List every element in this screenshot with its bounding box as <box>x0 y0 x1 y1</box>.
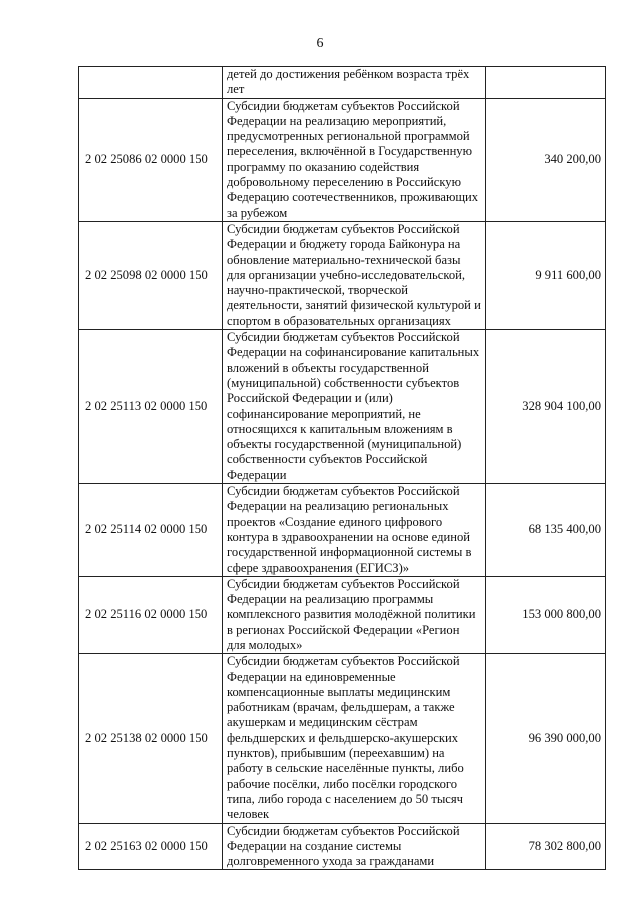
table-row <box>79 330 606 484</box>
table-row-description: Субсидии бюджетам субъектов Российской Федерации на реализацию региональных проектов «Создание единого цифрового контура в здравоохранении на основе единой государственной информационной системы в сфере здравоохранения (ЕГИСЗ)» <box>223 484 486 577</box>
table-row-code: 2 02 25163 02 0000 150 <box>79 823 223 870</box>
table-row-description: Субсидии бюджетам субъектов Российской Федерации на создание системы долговременного ухода за гражданами <box>223 823 486 870</box>
table-row <box>79 576 606 653</box>
table-row-amount: 78 302 800,00 <box>486 823 606 870</box>
table-row-description: Субсидии бюджетам субъектов Российской Федерации на реализацию мероприятий, предусмотренных региональной программой переселения, включённой в Государственную программу по оказанию содействия добровольному переселению в Российскую Федерацию соотечественников, проживающих за рубежом <box>223 98 486 221</box>
table-row-amount: 96 390 000,00 <box>486 654 606 823</box>
table-row <box>79 98 606 221</box>
table-row-description: Субсидии бюджетам субъектов Российской Федерации на реализацию программы комплексного развития молодёжной политики в регионах Российской Федерации «Регион для молодых» <box>223 576 486 653</box>
table-row <box>79 67 606 99</box>
table-row-description: детей до достижения ребёнком возраста трёх лет <box>223 67 486 99</box>
table-row-code: 2 02 25098 02 0000 150 <box>79 221 223 329</box>
table-row-description: Субсидии бюджетам субъектов Российской Федерации на софинансирование капитальных вложений в объекты государственной (муниципальной) собственности субъектов Российской Федерации и (или) софинансирование мероприятий, не относящихся к капитальным вложениям в объекты государственной (муниципальной) собственности субъектов Российской Федерации <box>223 330 486 484</box>
table-row-amount: 68 135 400,00 <box>486 484 606 577</box>
table-row <box>79 221 606 329</box>
table-row-code: 2 02 25114 02 0000 150 <box>79 484 223 577</box>
table-row-amount: 328 904 100,00 <box>486 330 606 484</box>
table-row-description: Субсидии бюджетам субъектов Российской Федерации и бюджету города Байконура на обновление материально-технической базы для организации учебно-исследовательской, научно-практической, творческой деятельности, занятий физической культурой и спортом в образовательных организациях <box>223 221 486 329</box>
table-row-amount: 9 911 600,00 <box>486 221 606 329</box>
table-row-code: 2 02 25113 02 0000 150 <box>79 330 223 484</box>
table-row <box>79 823 606 870</box>
table-row-amount <box>486 67 606 99</box>
table-row-code <box>79 67 223 99</box>
table-row <box>79 654 606 823</box>
page-number: 6 <box>316 36 324 51</box>
table-row-description: Субсидии бюджетам субъектов Российской Федерации на единовременные компенсационные выплаты медицинским работникам (врачам, фельдшерам, а также акушеркам и медицинским сёстрам фельдшерских и фельдшерско-акушерских пунктов), прибывшим (переехавшим) на работу в сельские населённые пункты, либо рабочие посёлки, либо посёлки городского типа, либо города с населением до 50 тысяч человек <box>223 654 486 823</box>
table-row-code: 2 02 25116 02 0000 150 <box>79 576 223 653</box>
table-row <box>79 484 606 577</box>
budget-table <box>78 66 606 870</box>
table-row-code: 2 02 25086 02 0000 150 <box>79 98 223 221</box>
table-row-amount: 340 200,00 <box>486 98 606 221</box>
table-row-amount: 153 000 800,00 <box>486 576 606 653</box>
table-row-code: 2 02 25138 02 0000 150 <box>79 654 223 823</box>
